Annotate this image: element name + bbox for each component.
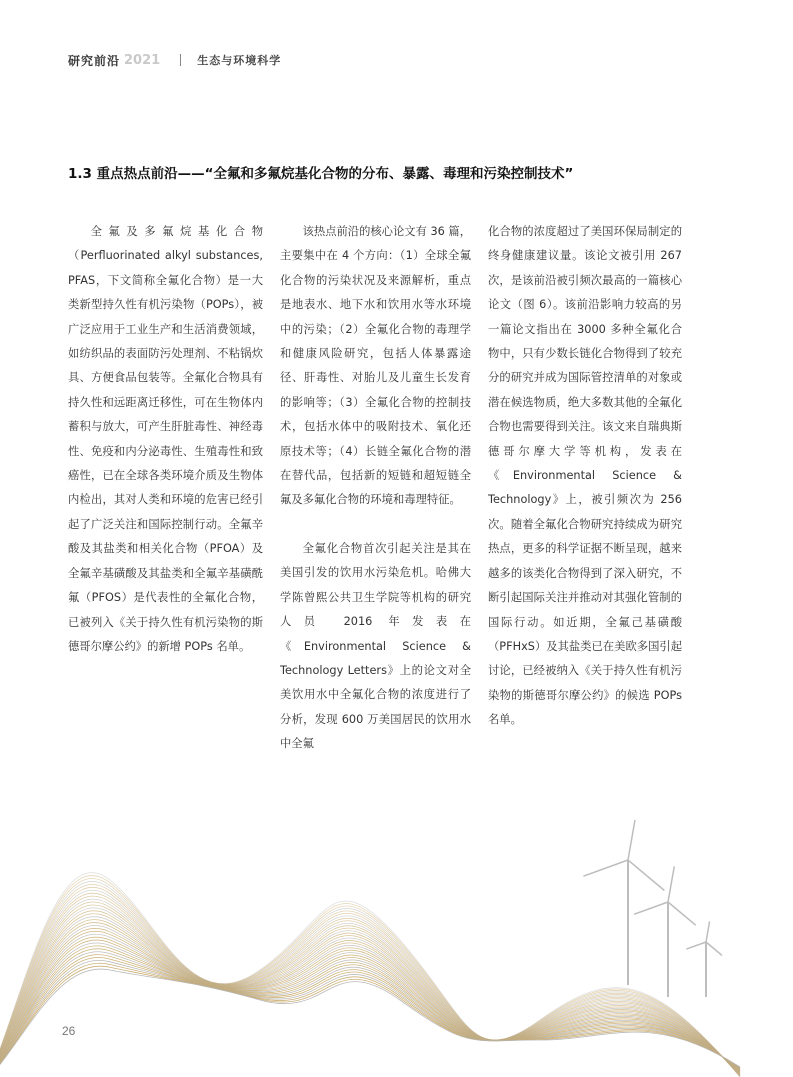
header-title: 研究前沿: [68, 53, 121, 68]
turbine-blade: [628, 860, 664, 891]
text-column-2: [280, 220, 471, 757]
header-section: 生态与环境科学: [197, 54, 282, 67]
paragraph: 全氟化合物首次引起关注是其在美国引发的饮用水污染危机。哈佛大学陈曾熙公共卫生学院等机构的研究人员 2016 年发表在《Environmental Science & Technology Letters》上的论文对全美饮用水中全氟化合物的浓度进行了分析，发现 600 万美国居民的饮用水中全氟: [280, 541, 471, 751]
paragraph: 化合物的浓度超过了美国环保局制定的终身健康建议量。该论文被引用 267 次，是该前沿被引频次最高的一篇核心论文（图 6）。该前沿影响力较高的另一篇论文指出在 3000 多种全氟化合物中，只有少数长链化合物得到了较充分的研究并成为国际管控清单的对象或潜在候选物质，绝大多数其他的全氟化合物也需要得到关注。该文来自瑞典斯德哥尔摩大学等机构，发表在《Environmental Science & Technology》上，被引频次为 256 次。随着全氟化合物研究持续成为研究热点，更多的科学证据不断呈现，越来越多的该类化合物得到了深入研究，不断引起国际关注并推动对其强化管制的国际行动。如近期，全氟己基磺酸（PFHxS）及其盐类已在美欧多国引起讨论，已经被纳入《关于持久性有机污染物的斯德哥尔摩公约》的候选 POPs 名单。: [488, 225, 682, 727]
turbine-blade: [706, 921, 710, 942]
turbine-blade: [668, 902, 696, 925]
header-divider: [180, 54, 181, 66]
header-year: 2021: [124, 52, 161, 68]
paragraph: 全氟及多氟烷基化合物（Perfluorinated alkyl substances, PFAS，下文简称全氟化合物）是一大类新型持久性有机污染物（POPs），被广泛应用于工业生产和生活消费领域，如纺织品的表面防污处理剂、不粘锅炊具、方便食品包装等。全氟化合物具有持久性和远距离迁移性，可在生物体内蓄积与放大，可产生肝脏毒性、神经毒性、免疫和内分泌毒性、生殖毒性和致癌性，已在全球各类环境介质及生物体内检出，其对人类和环境的危害已经引起了广泛关注和国际控制行动。全氟辛酸及其盐类和相关化合物（PFOA）及全氟辛基磺酸及其盐类和全氟辛基磺酰氟（PFOS）是代表性的全氟化合物，已被列入《关于持久性有机污染物的斯德哥尔摩公约》的新增 POPs 名单。: [68, 225, 263, 653]
wind-turbines: [583, 820, 722, 997]
turbine-blade: [706, 942, 722, 955]
text-column-1: [68, 220, 263, 659]
turbine-blade: [628, 820, 636, 860]
turbine-blade: [583, 860, 628, 876]
section-title: 1.3 重点热点前沿——“全氟和多氟烷基化合物的分布、暴露、毒理和污染控制技术”: [68, 166, 574, 182]
turbine-blade: [686, 942, 706, 949]
page-number: 26: [62, 1024, 76, 1038]
text-column-3: [488, 220, 682, 733]
decorative-wave-illustration: [0, 820, 793, 1077]
paragraph: 该热点前沿的核心论文有 36 篇，主要集中在 4 个方向：（1）全球全氟化合物的污染状况及来源解析，重点是地表水、地下水和饮用水等水环境中的污染；（2）全氟化合物的毒理学和健康风险研究，包括人体暴露途径、肝毒性、对胎儿及儿童生长发育的影响等；（3）全氟化合物的控制技术，包括水体中的吸附技术、氧化还原技术等；（4）长链全氟化合物的潜在替代品，包括新的短链和超短链全氟及多氟化合物的环境和毒理特征。: [280, 225, 472, 507]
turbine-blade: [668, 866, 674, 902]
running-header: [68, 50, 281, 70]
turbine-blade: [634, 902, 668, 914]
